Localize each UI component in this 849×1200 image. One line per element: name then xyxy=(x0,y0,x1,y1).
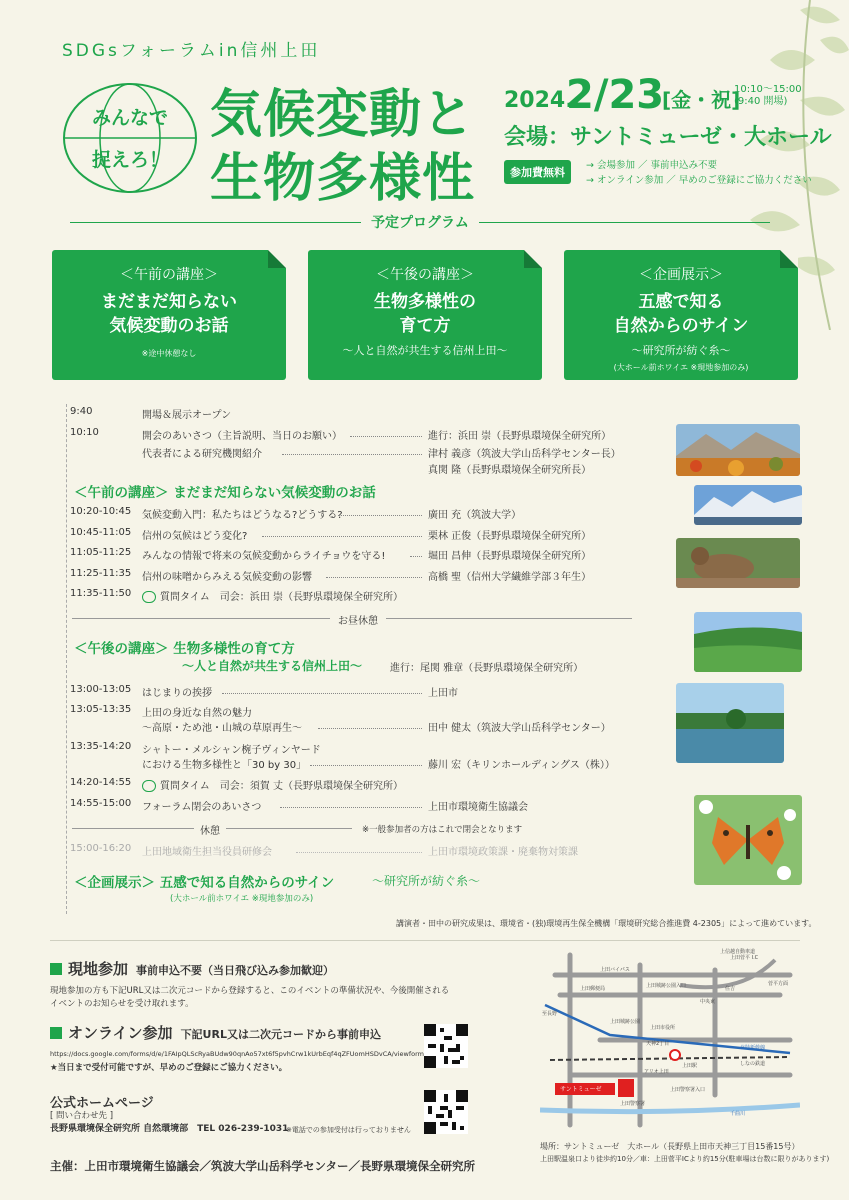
fee-note-online: → オンライン参加 ／ 早めのご登録にご協力ください xyxy=(586,175,812,186)
access-map xyxy=(540,945,800,1135)
online-heading xyxy=(50,1022,381,1043)
card-exhibition xyxy=(564,250,798,380)
map-caption: 場所：サントミューゼ 大ホール（長野県上田市天神三丁目15番15号） xyxy=(540,1142,800,1151)
row-speaker: 田中 健太（筑波大学山岳科学センター） xyxy=(428,723,611,734)
row-desc: 開場＆展示オープン xyxy=(142,410,232,421)
contact-note: ※電話での参加受付は行っておりません xyxy=(286,1126,411,1134)
afternoon-section-subtitle: ～人と自然が共生する信州上田～ xyxy=(182,659,363,673)
funding-note: 講演者・田中の研究成果は、環境省・(独)環境再生保全機構「環境研究総合推進費 4-2305」によって進めています。 xyxy=(396,919,817,928)
fee-badge: 参加費無料 xyxy=(504,160,571,184)
row-desc: 上田の身近な自然の魅力 xyxy=(142,708,252,719)
row-desc: フォーラム閉会のあいさつ xyxy=(142,802,262,813)
exhibition-section-title: ＜企画展示＞ 五感で知る自然からのサイン xyxy=(74,875,335,891)
row-time: 11:35-11:50 xyxy=(70,588,132,599)
main-title-line1: 気候変動と xyxy=(210,85,476,145)
onsite-heading xyxy=(50,958,334,979)
autumn-mountain-photo xyxy=(676,424,800,476)
venue: 会場：サントミューゼ・大ホール xyxy=(504,125,832,150)
map-label: 千曲川 xyxy=(730,1111,746,1117)
leader-dots xyxy=(338,515,422,516)
card-morning-lecture xyxy=(52,250,286,380)
map-label: 上田バイパス xyxy=(600,967,630,973)
leader-dots xyxy=(410,556,422,557)
row-time: 11:05-11:25 xyxy=(70,547,132,558)
leader-dots xyxy=(326,577,422,578)
date-year: 2024. xyxy=(504,88,574,113)
row-speaker: 藤川 宏（キリンホールディングス（株）） xyxy=(428,760,615,771)
homepage-heading: 公式ホームページ xyxy=(50,1096,154,1111)
main-title-line2: 生物多様性 xyxy=(210,149,476,209)
card-fold xyxy=(524,250,542,268)
map-label: 北陸新幹線 xyxy=(740,1045,766,1051)
row-desc: 上田地域衛生担当役員研修会 xyxy=(142,847,272,858)
card-label: ＜午前の講座＞ xyxy=(120,267,218,283)
globe-logo xyxy=(60,78,200,198)
onsite-text-line: イベントのお知らせを受け取れます。 xyxy=(50,999,194,1009)
row-time: 10:45-11:05 xyxy=(70,527,132,538)
program-heading xyxy=(70,212,770,232)
row-desc: 気候変動入門：私たちはどうなる?どうする? xyxy=(142,510,343,521)
program-heading-text: 予定プログラム xyxy=(371,215,469,231)
row-speaker: 進行：浜田 崇（長野県環境保全研究所） xyxy=(428,431,612,442)
exhibition-note: (大ホール前ホワイエ ※現地参加のみ) xyxy=(170,894,314,904)
row-speaker: 高橋 聖（信州大学繊維学部３年生） xyxy=(428,572,592,583)
afternoon-section-title: ＜午後の講座＞ 生物多様性の育て方 xyxy=(74,641,295,657)
timeline-line xyxy=(66,404,67,914)
card-subtitle: ～研究所が紡ぐ糸～ xyxy=(631,344,731,357)
qr-code-homepage[interactable] xyxy=(424,1090,468,1134)
leader-dots xyxy=(280,807,422,808)
square-bullet-icon xyxy=(50,1027,62,1039)
highland-photo xyxy=(694,612,802,672)
square-bullet-icon xyxy=(50,963,62,975)
row-speaker: 廣田 充（筑波大学） xyxy=(428,510,522,521)
map-label: 菅平方面 xyxy=(768,981,789,987)
card-note: ※途中休憩なし xyxy=(141,349,197,358)
leader-dots xyxy=(296,852,422,853)
row-time: 14:55-15:00 xyxy=(70,798,132,809)
row-speaker: 真関 隆（長野県環境保全研究所長） xyxy=(428,465,592,476)
map-label: 上田菅平 I.C xyxy=(730,955,759,961)
sponsors: 主催：上田市環境衛生協議会／筑波大学山岳科学センター／長野県環境保全研究所 xyxy=(50,1159,476,1173)
card-subtitle: ～人と自然が共生する信州上田～ xyxy=(342,344,508,357)
card-label: ＜午後の講座＞ xyxy=(376,267,474,283)
row-desc xyxy=(142,588,403,603)
online-heading-text: オンライン参加 xyxy=(68,1024,173,1042)
row-time: 10:20-10:45 xyxy=(70,506,132,517)
fee-notes xyxy=(586,158,812,188)
row-speaker: 津村 義彦（筑波大学山岳科学センター長） xyxy=(428,449,621,460)
leader-dots xyxy=(350,436,422,437)
speech-bubble-icon xyxy=(142,780,156,792)
map-label: サントミューゼ xyxy=(560,1086,602,1093)
onsite-heading-text: 現地参加 xyxy=(68,960,129,978)
map-label: アリオ上田 xyxy=(644,1069,669,1075)
row-time: 9:40 xyxy=(70,406,93,417)
row-desc: 代表者による研究機関紹介 xyxy=(142,449,262,460)
map-label: 上田警察署入口 xyxy=(670,1087,706,1093)
leader-dots xyxy=(222,693,422,694)
row-desc-2: ～高原・ため池・山城の草原再生～ xyxy=(142,723,302,734)
row-time: 14:20-14:55 xyxy=(70,777,132,788)
row-desc: 信州の味噌からみえる気候変動の影響 xyxy=(142,572,312,583)
row-speaker: 堀田 昌伸（長野県環境保全研究所） xyxy=(428,551,592,562)
qa-text: 質問タイム 司会：浜田 崇（長野県環境保全研究所） xyxy=(160,592,403,603)
card-title-1: 生物多様性の xyxy=(374,292,476,312)
map-label: 上田城跡公園入口 xyxy=(646,983,687,989)
qr-code-online[interactable] xyxy=(424,1024,468,1068)
divider xyxy=(50,940,800,941)
row-time: 13:35-14:20 xyxy=(70,741,132,752)
onsite-text xyxy=(50,985,449,1011)
row-desc: みんなの情報で将来の気候変動からライチョウを守る! xyxy=(142,551,386,562)
exhibition-section-subtitle: ～研究所が紡ぐ糸～ xyxy=(372,874,481,888)
onsite-heading-note: 事前申込不要（当日飛び込み参加歓迎） xyxy=(136,964,335,977)
butterfly-photo xyxy=(694,795,802,885)
contact-label: [ 問い合わせ先 ] xyxy=(50,1111,114,1121)
map-label: 天神2丁目 xyxy=(646,1041,670,1047)
online-heading-note: 下記URL又は二次元コードから事前申込 xyxy=(180,1028,381,1041)
row-speaker: 栗林 正俊（長野県環境保全研究所） xyxy=(428,531,592,542)
divider xyxy=(70,222,361,223)
map-label: 上田郵便局 xyxy=(580,986,606,992)
row-speaker: 上田市 xyxy=(428,688,458,699)
card-title-2: 自然からのサイン xyxy=(613,316,749,336)
leader-dots xyxy=(262,536,422,537)
contact-info: 長野県環境保全研究所 自然環境部 TEL 026-239-1031 xyxy=(50,1124,289,1134)
lunch-break: お昼休憩 xyxy=(330,612,386,627)
snow-mountain-photo xyxy=(694,485,802,525)
series-title: SDGsフォーラムin信州上田 xyxy=(62,41,321,61)
card-title-1: 五感で知る xyxy=(638,292,724,312)
map-label: しなの鉄道 xyxy=(740,1061,766,1067)
map-label: 上田駅 xyxy=(682,1063,698,1069)
map-label: 至長野 xyxy=(542,1011,558,1017)
date-month-day: 2/23 xyxy=(566,72,665,118)
row-time: 13:00-13:05 xyxy=(70,684,132,695)
card-title-2: 育て方 xyxy=(399,316,451,336)
break-note: ※一般参加者の方はこれで閉会となります xyxy=(362,825,523,835)
row-desc: はじまりの挨拶 xyxy=(142,688,212,699)
open-time: (9:40 開場) xyxy=(734,96,788,107)
row-desc-2: における生物多様性と「30 by 30」 xyxy=(142,760,307,771)
map-label: 上田市役所 xyxy=(650,1025,676,1031)
row-time: 10:10 xyxy=(70,427,99,438)
card-fold xyxy=(268,250,286,268)
online-url[interactable]: https://docs.google.com/forms/d/e/1FAIpQLScRyaBUdw90qnAo57xt6f5pvhCrw1kUrbEqf4qZFUomHSDvCA/viewform xyxy=(50,1050,424,1058)
row-desc xyxy=(142,777,403,792)
map-label: 上田警察署 xyxy=(620,1101,646,1107)
row-speaker: 上田市環境衛生協議会 xyxy=(428,802,528,813)
globe-text-2: 捉えろ！ xyxy=(91,149,169,171)
afternoon-mc: 進行：尾関 雅章（長野県環境保全研究所） xyxy=(390,663,584,674)
row-time: 15:00-16:20 xyxy=(70,843,132,854)
pond-photo xyxy=(676,683,784,763)
divider xyxy=(479,222,770,223)
morning-section-title: ＜午前の講座＞ まだまだ知らない気候変動のお話 xyxy=(74,485,376,501)
map-label: 中央東 xyxy=(700,999,716,1005)
row-desc: 信州の気候はどう変化? xyxy=(142,531,248,542)
ptarmigan-photo xyxy=(676,538,800,588)
time-range xyxy=(734,84,802,108)
map-caption-access: 上田駅温泉口より徒歩約10分／車：上田菅平ICより約15分(駐車場は台数に限りがあります) xyxy=(540,1155,830,1163)
row-speaker: 上田市環境政策課・廃棄物対策課 xyxy=(428,847,578,858)
onsite-text-line: 現地参加の方も下記URL又は二次元コードから登録すると、このイベントの準備状況や、今後開催される xyxy=(50,986,450,996)
map-label: 上田城跡公園 xyxy=(610,1019,641,1025)
card-title-2: 気候変動のお話 xyxy=(109,316,229,336)
leader-dots xyxy=(310,765,422,766)
card-fold xyxy=(780,250,798,268)
qa-text: 質問タイム 司会：須賀 丈（長野県環境保全研究所） xyxy=(160,781,403,792)
card-label: ＜企画展示＞ xyxy=(639,267,723,283)
fee-note-onsite: → 会場参加 ／ 事前申込み不要 xyxy=(586,160,718,171)
globe-text-1: みんなで xyxy=(91,107,169,129)
leader-dots xyxy=(282,454,422,455)
card-note: (大ホール前ホワイエ ※現地参加のみ) xyxy=(613,363,749,372)
speech-bubble-icon xyxy=(142,591,156,603)
row-time: 11:25-11:35 xyxy=(70,568,132,579)
map-label: 上信越自動車道 xyxy=(720,949,756,955)
time-range-text: 10:10～15:00 xyxy=(734,84,802,95)
row-time: 13:05-13:35 xyxy=(70,704,132,715)
online-note: ★当日まで受付可能ですが、早めのご登録にご協力ください。 xyxy=(50,1063,288,1073)
card-afternoon-lecture xyxy=(308,250,542,380)
map-label: 住吉 xyxy=(725,986,736,992)
row-desc: シャトー・メルシャン椀子ヴィンヤード xyxy=(142,745,321,756)
card-title-1: まだまだ知らない xyxy=(101,292,237,312)
date-day-of-week: [金・祝] xyxy=(662,88,741,112)
leader-dots xyxy=(318,728,422,729)
row-desc: 開会のあいさつ（主旨説明、当日のお願い） xyxy=(142,431,342,442)
break-label: 休憩 xyxy=(194,822,226,837)
